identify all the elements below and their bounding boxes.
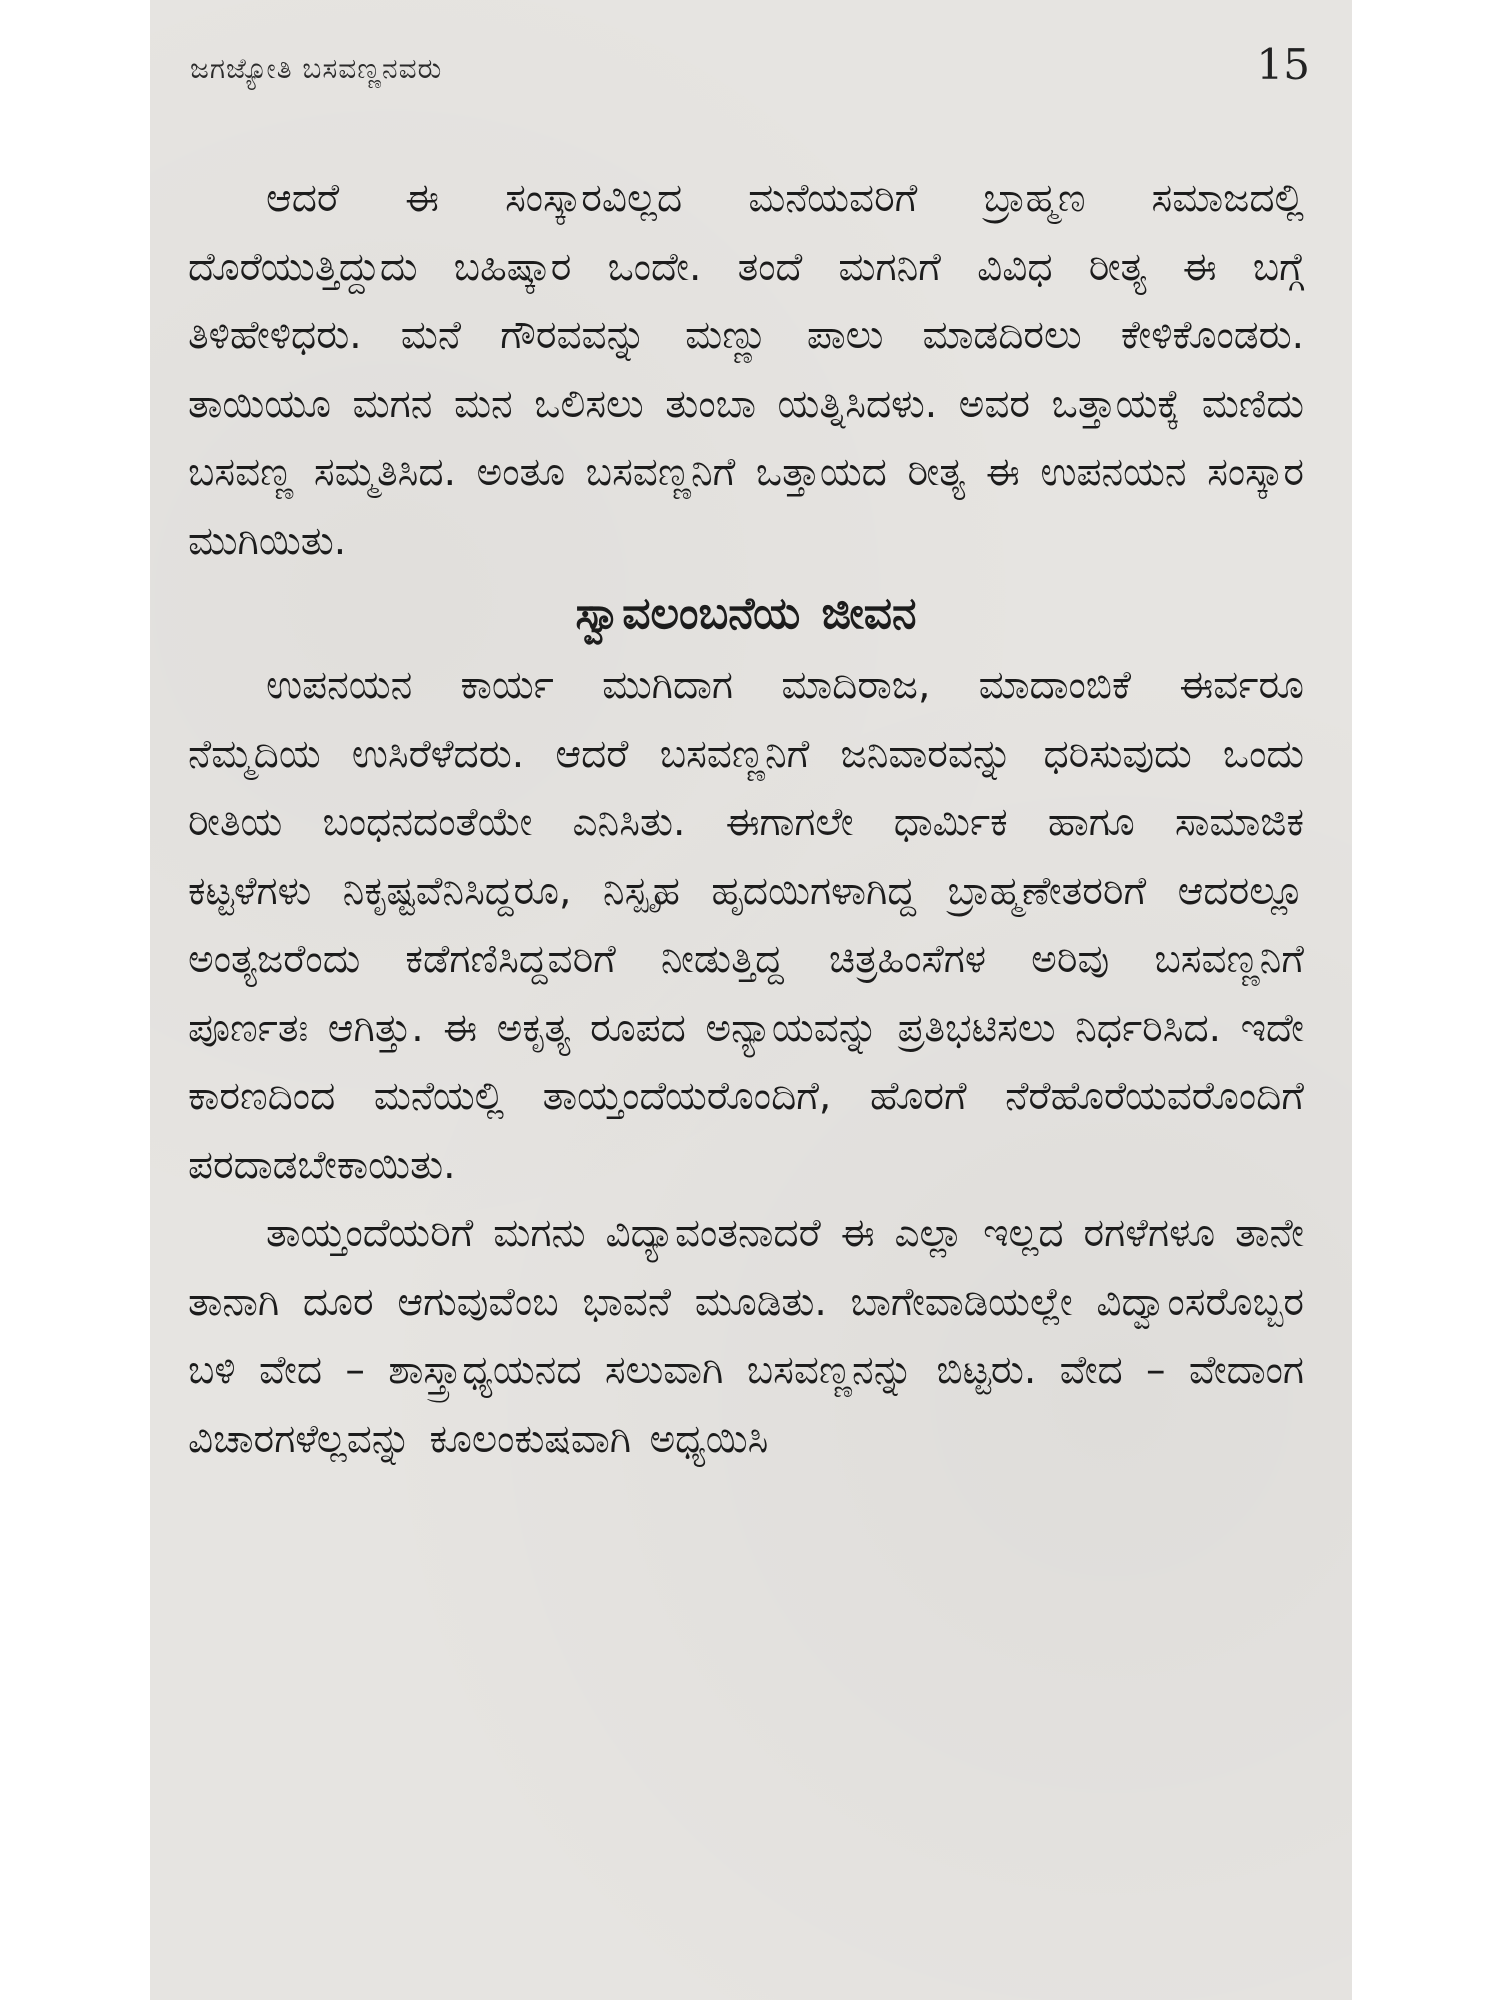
paragraph: ತಾಯ್ತಂದೆಯರಿಗೆ ಮಗನು ವಿದ್ಯಾವಂತನಾದರೆ ಈ ಎಲ್ಲಾ ಇಲ್ಲದ ರಗಳೆಗಳೂ ತಾನೇ ತಾನಾಗಿ ದೂರ ಆಗುವುವೆಂಬ ಭಾವನೆ ಮೂಡಿತು. ಬಾಗೇವಾಡಿಯಲ್ಲೇ ವಿದ್ವಾಂಸರೊಬ್ಬರ ಬಳಿ ವೇದ – ಶಾಸ್ತ್ರಾಧ್ಯಯನದ ಸಲುವಾಗಿ ಬಸವಣ್ಣನನ್ನು ಬಿಟ್ಟರು. ವೇದ – ವೇದಾಂಗ ವಿಚಾರಗಳೆಲ್ಲವನ್ನು ಕೂಲಂಕುಷವಾಗಿ ಅಧ್ಯಯಿಸಿ — [188, 1211, 1304, 1462]
page-number: 15 — [1256, 40, 1310, 89]
page-body — [188, 165, 1304, 1474]
book-page — [150, 0, 1352, 2000]
section-heading: ಸ್ವಾವಲಂಬನೆಯ ಜೀವನ — [575, 588, 917, 639]
paragraph: ಆದರೆ ಈ ಸಂಸ್ಕಾರವಿಲ್ಲದ ಮನೆಯವರಿಗೆ ಬ್ರಾಹ್ಮಣ ಸಮಾಜದಲ್ಲಿ ದೊರೆಯುತ್ತಿದ್ದುದು ಬಹಿಷ್ಕಾರ ಒಂದೇ. ತಂದೆ ಮಗನಿಗೆ ವಿವಿಧ ರೀತ್ಯ ಈ ಬಗ್ಗೆ ತಿಳಿಹೇಳಿಧರು. ಮನೆ ಗೌರವವನ್ನು ಮಣ್ಣು ಪಾಲು ಮಾಡದಿರಲು ಕೇಳಿಕೊಂಡರು. ತಾಯಿಯೂ ಮಗನ ಮನ ಒಲಿಸಲು ತುಂಬಾ ಯತ್ನಿಸಿದಳು. ಅವರ ಒತ್ತಾಯಕ್ಕೆ ಮಣಿದು ಬಸವಣ್ಣ ಸಮ್ಮತಿಸಿದ. ಅಂತೂ ಬಸವಣ್ಣನಿಗೆ ಒತ್ತಾಯದ ರೀತ್ಯ ಈ ಉಪನಯನ ಸಂಸ್ಕಾರ ಮುಗಿಯಿತು. — [188, 176, 1304, 564]
running-title: ಜಗಜ್ಯೋತಿ ಬಸವಣ್ಣನವರು — [190, 52, 443, 85]
paragraph: ಉಪನಯನ ಕಾರ್ಯ ಮುಗಿದಾಗ ಮಾದಿರಾಜ, ಮಾದಾಂಬಿಕೆ ಈರ್ವರೂ ನೆಮ್ಮದಿಯ ಉಸಿರೆಳೆದರು. ಆದರೆ ಬಸವಣ್ಣನಿಗೆ ಜನಿವಾರವನ್ನು ಧರಿಸುವುದು ಒಂದು ರೀತಿಯ ಬಂಧನದಂತೆಯೇ ಎನಿಸಿತು. ಈಗಾಗಲೇ ಧಾರ್ಮಿಕ ಹಾಗೂ ಸಾಮಾಜಿಕ ಕಟ್ಟಳೆಗಳು ನಿಕೃಷ್ಟವೆನಿಸಿದ್ದರೂ, ನಿಸ್ಪೃಹ ಹೃದಯಿಗಳಾಗಿದ್ದ ಬ್ರಾಹ್ಮಣೇತರರಿಗೆ ಆದರಲ್ಲೂ ಅಂತ್ಯಜರೆಂದು ಕಡೆಗಣಿಸಿದ್ದವರಿಗೆ ನೀಡುತ್ತಿದ್ದ ಚಿತ್ರಹಿಂಸೆಗಳ ಅರಿವು ಬಸವಣ್ಣನಿಗೆ ಪೂರ್ಣತಃ ಆಗಿತ್ತು. ಈ ಅಕೃತ್ಯ ರೂಪದ ಅನ್ಯಾಯವನ್ನು ಪ್ರತಿಭಟಿಸಲು ನಿರ್ಧರಿಸಿದ. ಇದೇ ಕಾರಣದಿಂದ ಮನೆಯಲ್ಲಿ ತಾಯ್ತಂದೆಯರೊಂದಿಗೆ, ಹೊರಗೆ ನೆರೆಹೊರೆಯವರೊಂದಿಗೆ ಪರದಾಡಬೇಕಾಯಿತು. — [188, 663, 1304, 1188]
